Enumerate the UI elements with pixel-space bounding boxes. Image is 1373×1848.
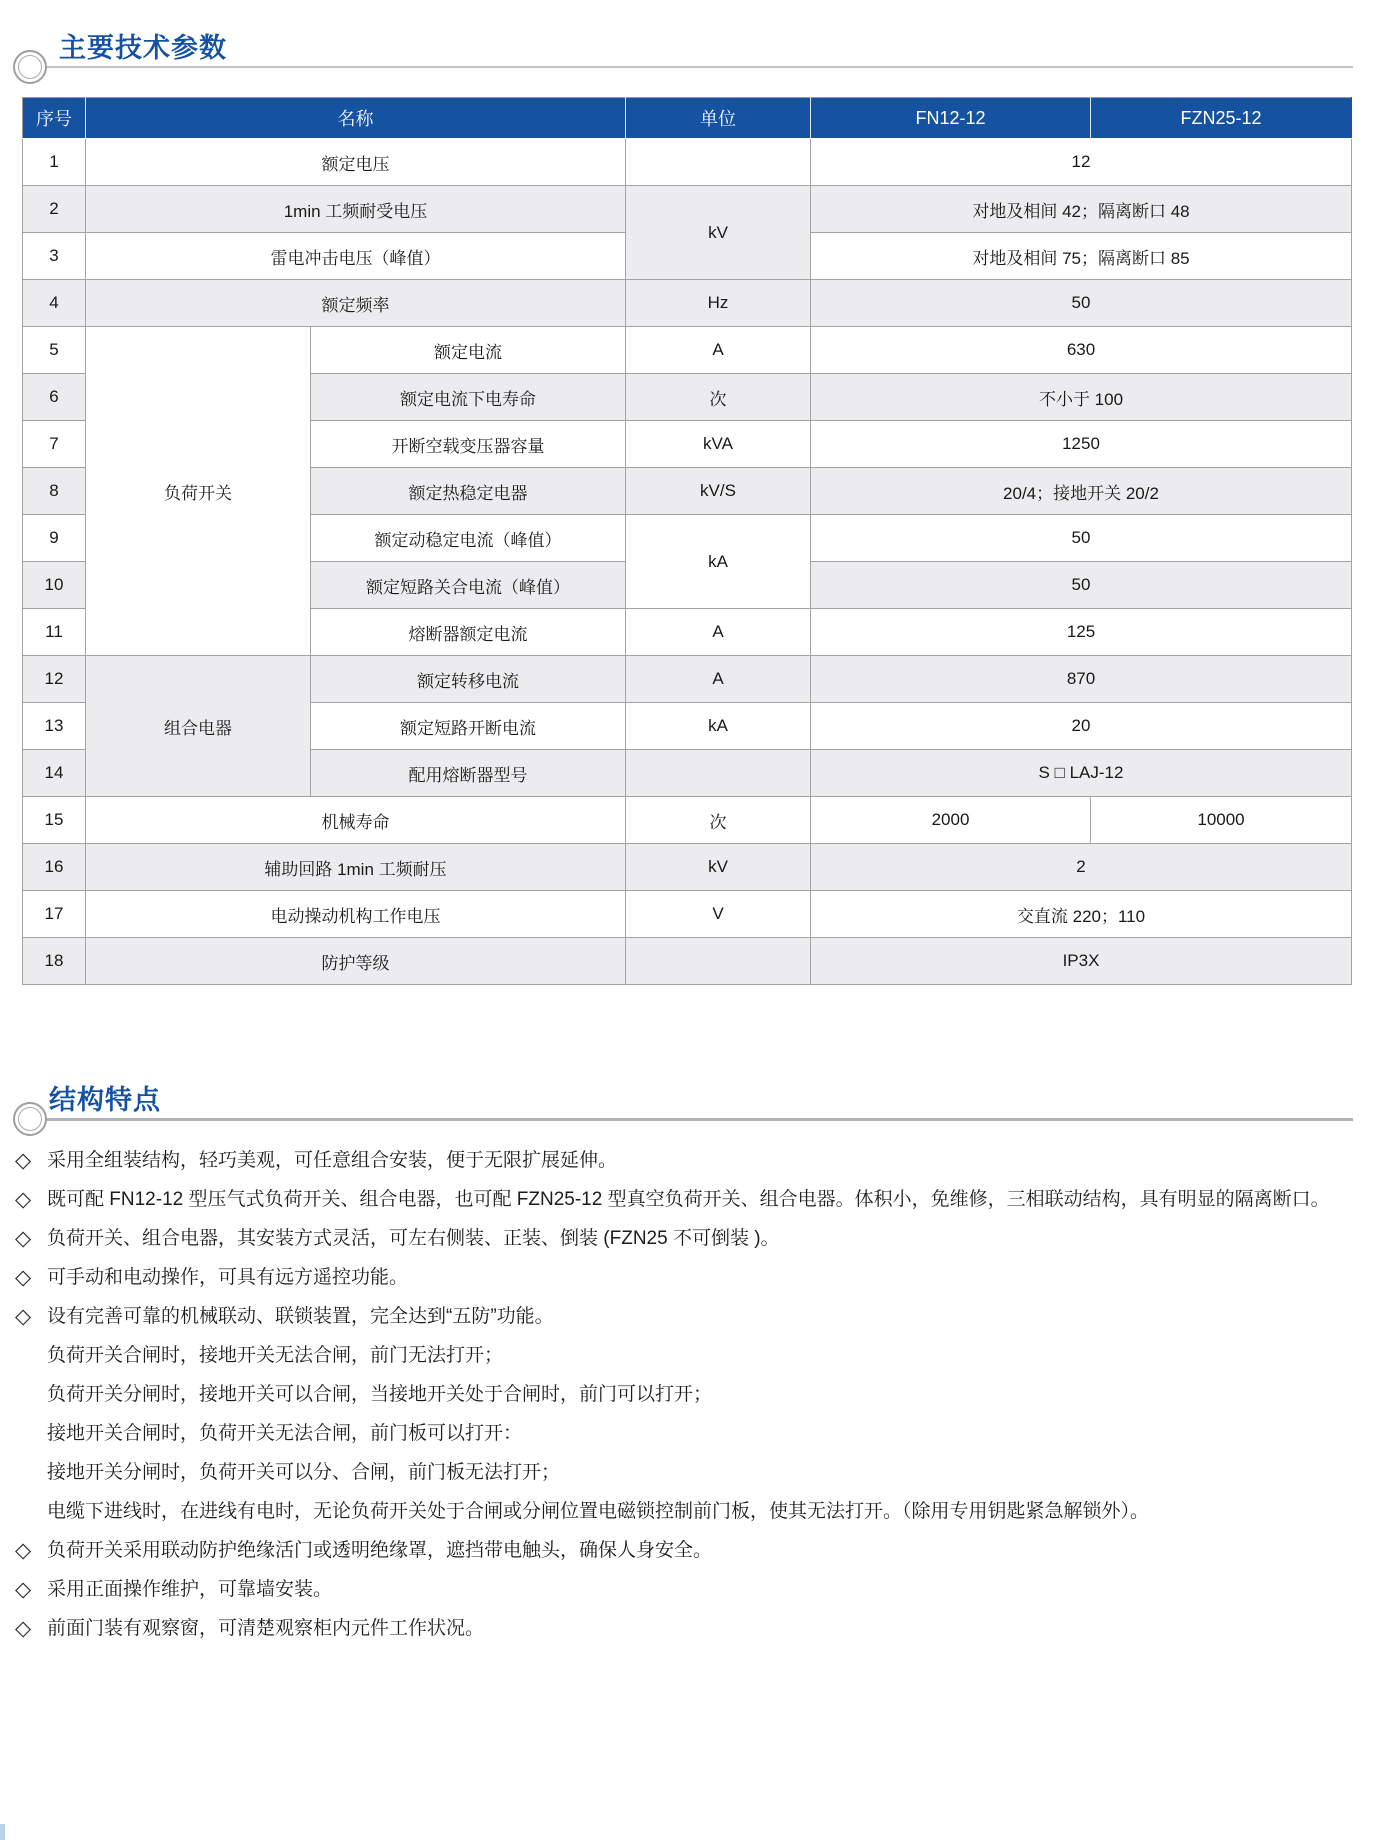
value-cell: IP3X bbox=[811, 938, 1352, 985]
value-cell: 对地及相间 42；隔离断口 48 bbox=[811, 186, 1352, 233]
table-row bbox=[23, 938, 1352, 985]
value-cell: 870 bbox=[811, 656, 1352, 703]
feature-text: 负荷开关、组合电器，其安装方式灵活，可左右侧装、正装、倒装 (FZN25 不可倒装 )。 bbox=[47, 1228, 780, 1249]
unit-cell: A bbox=[626, 327, 811, 374]
feature-item bbox=[0, 1297, 1368, 1336]
row-no: 1 bbox=[23, 139, 86, 186]
section-title-features: 结构特点 bbox=[49, 1085, 161, 1115]
feature-text: 既可配 FN12-12 型压气式负荷开关、组合电器，也可配 FZN25-12 型真空负荷开关、组合电器。体积小，免维修，三相联动结构，具有明显的隔离断口。 bbox=[47, 1189, 1330, 1210]
header-fzn25: FZN25-12 bbox=[1091, 98, 1352, 139]
unit-cell: kVA bbox=[626, 421, 811, 468]
diamond-bullet-icon: ◇ bbox=[15, 1266, 32, 1289]
param-name: 熔断器额定电流 bbox=[311, 609, 626, 656]
param-name: 额定短路关合电流（峰值） bbox=[311, 562, 626, 609]
param-name: 额定电流 bbox=[311, 327, 626, 374]
unit-cell: 次 bbox=[626, 374, 811, 421]
header-no: 序号 bbox=[23, 98, 86, 139]
feature-text: 可手动和电动操作，可具有远方遥控功能。 bbox=[47, 1267, 409, 1288]
value-cell: 不小于 100 bbox=[811, 374, 1352, 421]
unit-cell bbox=[626, 938, 811, 985]
table-header-row bbox=[23, 98, 1352, 139]
section-divider-circle bbox=[13, 1102, 47, 1136]
value-cell: S □ LAJ-12 bbox=[811, 750, 1352, 797]
value-cell-fzn25: 10000 bbox=[1091, 797, 1352, 844]
row-no: 15 bbox=[23, 797, 86, 844]
unit-cell: kV bbox=[626, 186, 811, 280]
param-name: 防护等级 bbox=[86, 938, 626, 985]
row-no: 3 bbox=[23, 233, 86, 280]
unit-cell: V bbox=[626, 891, 811, 938]
group-cell-load-switch: 负荷开关 bbox=[86, 327, 311, 656]
diamond-bullet-icon: ◇ bbox=[15, 1617, 32, 1640]
param-name: 额定电压 bbox=[86, 139, 626, 186]
diamond-bullet-icon: ◇ bbox=[15, 1149, 32, 1172]
value-cell: 50 bbox=[811, 515, 1352, 562]
param-name: 雷电冲击电压（峰值） bbox=[86, 233, 626, 280]
param-name: 机械寿命 bbox=[86, 797, 626, 844]
spec-table-container bbox=[22, 97, 1352, 985]
feature-subitem bbox=[0, 1375, 1368, 1414]
param-name: 辅助回路 1min 工频耐压 bbox=[86, 844, 626, 891]
param-name: 额定频率 bbox=[86, 280, 626, 327]
feature-subitem bbox=[0, 1492, 1368, 1531]
diamond-bullet-icon: ◇ bbox=[15, 1188, 32, 1211]
value-cell: 对地及相间 75；隔离断口 85 bbox=[811, 233, 1352, 280]
feature-subitem bbox=[0, 1336, 1368, 1375]
unit-cell: kV bbox=[626, 844, 811, 891]
table-row bbox=[23, 844, 1352, 891]
circle-inner-ring bbox=[18, 1107, 42, 1131]
row-no: 18 bbox=[23, 938, 86, 985]
row-no: 6 bbox=[23, 374, 86, 421]
section-divider-line bbox=[46, 66, 1353, 68]
spec-table bbox=[22, 97, 1352, 985]
feature-item bbox=[0, 1180, 1368, 1219]
section-title-parameters: 主要技术参数 bbox=[59, 33, 227, 63]
row-no: 10 bbox=[23, 562, 86, 609]
row-no: 12 bbox=[23, 656, 86, 703]
value-cell: 12 bbox=[811, 139, 1352, 186]
unit-cell: Hz bbox=[626, 280, 811, 327]
feature-item bbox=[0, 1141, 1368, 1180]
features-list bbox=[0, 1141, 1368, 1648]
feature-text: 负荷开关采用联动防护绝缘活门或透明绝缘罩，遮挡带电触头，确保人身安全。 bbox=[47, 1540, 713, 1561]
unit-cell bbox=[626, 139, 811, 186]
row-no: 7 bbox=[23, 421, 86, 468]
table-row bbox=[23, 139, 1352, 186]
table-row bbox=[23, 656, 1352, 703]
table-row bbox=[23, 891, 1352, 938]
unit-cell: kV/S bbox=[626, 468, 811, 515]
row-no: 4 bbox=[23, 280, 86, 327]
row-no: 5 bbox=[23, 327, 86, 374]
value-cell: 1250 bbox=[811, 421, 1352, 468]
unit-cell bbox=[626, 750, 811, 797]
feature-subitem bbox=[0, 1453, 1368, 1492]
feature-item bbox=[0, 1258, 1368, 1297]
table-row bbox=[23, 327, 1352, 374]
param-name: 电动操动机构工作电压 bbox=[86, 891, 626, 938]
param-name: 额定热稳定电器 bbox=[311, 468, 626, 515]
page-corner-decoration bbox=[0, 1824, 5, 1840]
value-cell-fn12: 2000 bbox=[811, 797, 1091, 844]
diamond-bullet-icon: ◇ bbox=[15, 1578, 32, 1601]
value-cell: 50 bbox=[811, 562, 1352, 609]
param-name: 额定电流下电寿命 bbox=[311, 374, 626, 421]
param-name: 开断空载变压器容量 bbox=[311, 421, 626, 468]
row-no: 17 bbox=[23, 891, 86, 938]
unit-cell: kA bbox=[626, 515, 811, 609]
row-no: 16 bbox=[23, 844, 86, 891]
row-no: 11 bbox=[23, 609, 86, 656]
table-row bbox=[23, 186, 1352, 233]
feature-text: 前面门装有观察窗，可清楚观察柜内元件工作状况。 bbox=[47, 1618, 485, 1639]
value-cell: 20 bbox=[811, 703, 1352, 750]
section-divider-line bbox=[46, 1118, 1353, 1121]
feature-item bbox=[0, 1570, 1368, 1609]
value-cell: 630 bbox=[811, 327, 1352, 374]
unit-cell: kA bbox=[626, 703, 811, 750]
row-no: 9 bbox=[23, 515, 86, 562]
diamond-bullet-icon: ◇ bbox=[15, 1539, 32, 1562]
circle-inner-ring bbox=[18, 55, 42, 79]
feature-text: 电缆下进线时，在进线有电时，无论负荷开关处于合闸或分闸位置电磁锁控制前门板，使其无法打开。（除用专用钥匙紧急解锁外）。 bbox=[47, 1501, 1150, 1522]
feature-subitem bbox=[0, 1414, 1368, 1453]
value-cell: 50 bbox=[811, 280, 1352, 327]
value-cell: 交直流 220；110 bbox=[811, 891, 1352, 938]
unit-cell: 次 bbox=[626, 797, 811, 844]
section-divider-circle bbox=[13, 50, 47, 84]
feature-text: 采用正面操作维护，可靠墙安装。 bbox=[47, 1579, 333, 1600]
unit-cell: A bbox=[626, 609, 811, 656]
table-row bbox=[23, 797, 1352, 844]
table-row bbox=[23, 280, 1352, 327]
feature-text: 负荷开关合闸时，接地开关无法合闸，前门无法打开； bbox=[47, 1345, 504, 1366]
feature-text: 接地开关分闸时，负荷开关可以分、合闸，前门板无法打开； bbox=[47, 1462, 561, 1483]
feature-text: 接地开关合闸时，负荷开关无法合闸，前门板可以打开： bbox=[47, 1423, 523, 1444]
header-unit: 单位 bbox=[626, 98, 811, 139]
feature-item bbox=[0, 1609, 1368, 1648]
param-name: 额定短路开断电流 bbox=[311, 703, 626, 750]
value-cell: 125 bbox=[811, 609, 1352, 656]
feature-text: 负荷开关分闸时，接地开关可以合闸，当接地开关处于合闸时，前门可以打开； bbox=[47, 1384, 713, 1405]
diamond-bullet-icon: ◇ bbox=[15, 1227, 32, 1250]
value-cell: 20/4；接地开关 20/2 bbox=[811, 468, 1352, 515]
row-no: 13 bbox=[23, 703, 86, 750]
param-name: 额定转移电流 bbox=[311, 656, 626, 703]
row-no: 2 bbox=[23, 186, 86, 233]
feature-text: 采用全组装结构，轻巧美观，可任意组合安装，便于无限扩展延伸。 bbox=[47, 1150, 618, 1171]
feature-item bbox=[0, 1531, 1368, 1570]
header-fn12: FN12-12 bbox=[811, 98, 1091, 139]
unit-cell: A bbox=[626, 656, 811, 703]
param-name: 配用熔断器型号 bbox=[311, 750, 626, 797]
diamond-bullet-icon: ◇ bbox=[15, 1305, 32, 1328]
group-cell-combined-apparatus: 组合电器 bbox=[86, 656, 311, 797]
feature-item bbox=[0, 1219, 1368, 1258]
row-no: 8 bbox=[23, 468, 86, 515]
param-name: 额定动稳定电流（峰值） bbox=[311, 515, 626, 562]
value-cell: 2 bbox=[811, 844, 1352, 891]
header-name: 名称 bbox=[86, 98, 626, 139]
param-name: 1min 工频耐受电压 bbox=[86, 186, 626, 233]
row-no: 14 bbox=[23, 750, 86, 797]
feature-text: 设有完善可靠的机械联动、联锁装置，完全达到“五防”功能。 bbox=[47, 1306, 554, 1327]
